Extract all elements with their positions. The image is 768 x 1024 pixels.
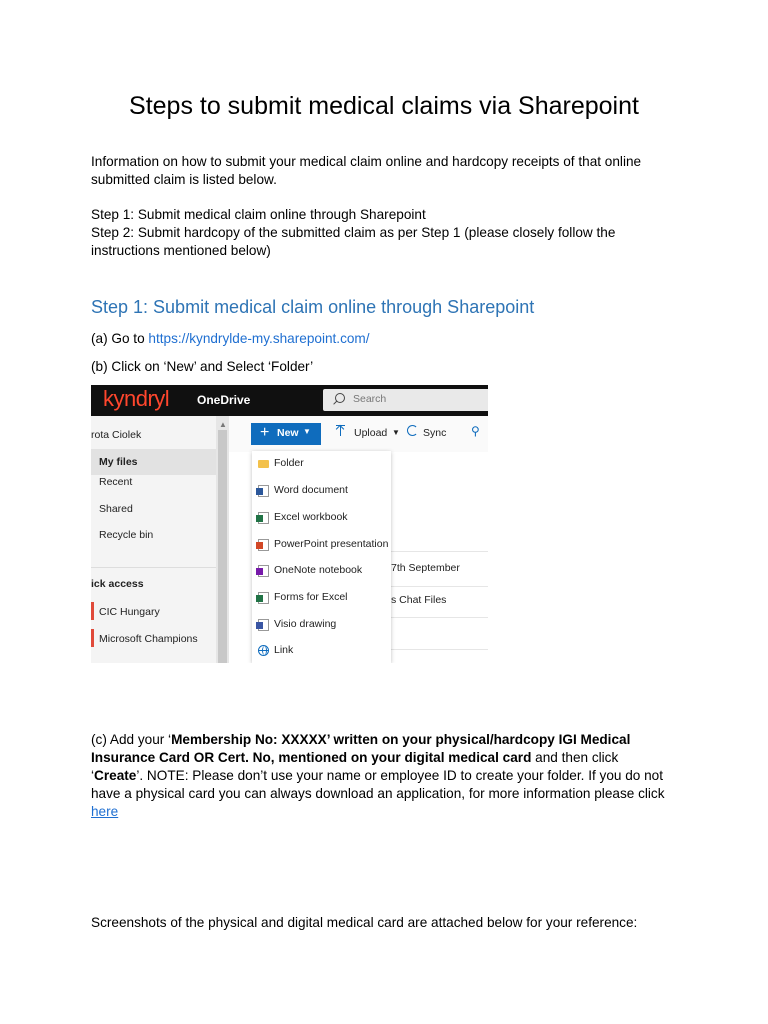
sidebar <box>91 416 216 663</box>
visio-icon <box>258 619 269 631</box>
instruction-c-line-2: Insurance Card OR Cert. No, mentioned on your digital medical card and then click <box>91 750 619 765</box>
command-bar <box>229 416 488 452</box>
sidebar-item-recent[interactable]: Recent <box>99 476 133 488</box>
file-row-name[interactable]: 7th September <box>391 562 460 574</box>
instruction-b: (b) Click on ‘New’ and Select ‘Folder’ <box>91 359 314 374</box>
intro-line-2: submitted claim is listed below. <box>91 172 277 187</box>
instruction-c-line-4: have a physical card you can always download an application, for more information please click <box>91 786 665 801</box>
file-row-name[interactable]: s Chat Files <box>391 594 447 606</box>
plus-icon: + <box>260 424 270 441</box>
menu-item-excel-workbook[interactable]: Excel workbook <box>252 505 391 531</box>
page-title: Steps to submit medical claims via Sharepoint <box>129 92 639 120</box>
instruction-c-line-3: ‘Create’. NOTE: Please don’t use your name or employee ID to create your folder. If you do not <box>91 768 664 783</box>
quick-access-header: ick access <box>91 578 144 590</box>
menu-item-folder[interactable]: Folder <box>252 451 391 477</box>
search-box[interactable] <box>323 389 488 411</box>
here-link[interactable]: here <box>91 804 119 819</box>
sidebar-item-my-files[interactable]: My files <box>91 449 216 475</box>
search-icon <box>335 393 345 403</box>
powerpoint-icon <box>258 539 269 551</box>
quick-access-marker <box>91 602 94 620</box>
instruction-c-line-1: (c) Add your ‘Membership No: XXXXX’ written on your physical/hardcopy IGI Medical <box>91 732 631 747</box>
section-heading: Step 1: Submit medical claim online through Sharepoint <box>91 297 535 317</box>
sharepoint-link[interactable]: https://kyndrylde-my.sharepoint.com/ <box>148 331 370 346</box>
file-row-divider <box>391 649 488 650</box>
upload-button[interactable]: Upload <box>354 427 388 439</box>
quick-access-marker <box>91 629 94 647</box>
onedrive-screenshot <box>91 385 488 663</box>
sync-icon <box>407 425 418 436</box>
menu-item-onenote-notebook[interactable]: OneNote notebook <box>252 558 391 584</box>
overview-step-2-cont: instructions mentioned below) <box>91 243 271 258</box>
upload-icon <box>340 425 341 436</box>
file-row-divider <box>391 617 488 618</box>
forms-icon <box>258 592 269 604</box>
closing-text: Screenshots of the physical and digital medical card are attached below for your reference: <box>91 915 638 930</box>
folder-icon <box>258 460 269 468</box>
sidebar-scrollbar[interactable] <box>216 416 229 663</box>
flow-icon[interactable]: ⚲ <box>471 424 480 438</box>
search-placeholder: Search <box>353 393 387 405</box>
menu-item-link[interactable]: Link <box>252 638 391 663</box>
overview-step-1: Step 1: Submit medical claim online through Sharepoint <box>91 207 426 222</box>
instruction-c-line-5 <box>91 803 691 821</box>
menu-item-forms-for-excel[interactable]: Forms for Excel <box>252 585 391 611</box>
globe-icon <box>258 645 269 656</box>
new-dropdown-menu <box>252 451 391 663</box>
instruction-a-text: (a) Go to <box>91 331 149 346</box>
instruction-a <box>91 330 691 348</box>
user-name: rota Ciolek <box>91 429 142 441</box>
chevron-down-icon: ▼ <box>303 427 311 436</box>
sidebar-item-recycle-bin[interactable]: Recycle bin <box>99 529 154 541</box>
quick-access-microsoft-champions[interactable]: Microsoft Champions <box>99 633 198 645</box>
kyndryl-logo: kyndryl <box>103 386 170 411</box>
sync-button[interactable]: Sync <box>423 427 447 439</box>
app-name: OneDrive <box>197 393 251 407</box>
menu-item-powerpoint-presentation[interactable]: PowerPoint presentation <box>252 532 391 558</box>
chevron-down-icon: ▼ <box>392 428 400 437</box>
file-row-divider <box>391 551 488 552</box>
scroll-thumb[interactable] <box>218 430 227 663</box>
new-button[interactable]: + New ▼ <box>251 423 321 445</box>
quick-access-cic-hungary[interactable]: CIC Hungary <box>99 606 160 618</box>
onedrive-top-bar <box>91 385 488 416</box>
onenote-icon <box>258 565 269 577</box>
sidebar-item-shared[interactable]: Shared <box>99 503 133 515</box>
sidebar-divider <box>91 567 216 568</box>
menu-item-word-document[interactable]: Word document <box>252 478 391 504</box>
overview-step-2: Step 2: Submit hardcopy of the submitted claim as per Step 1 (please closely follow the <box>91 225 616 240</box>
scroll-up-icon[interactable]: ▲ <box>219 420 227 429</box>
excel-icon <box>258 512 269 524</box>
word-icon <box>258 485 269 497</box>
intro-line-1: Information on how to submit your medical claim online and hardcopy receipts of that online <box>91 154 642 169</box>
file-row-divider <box>391 586 488 587</box>
menu-item-visio-drawing[interactable]: Visio drawing <box>252 612 391 638</box>
